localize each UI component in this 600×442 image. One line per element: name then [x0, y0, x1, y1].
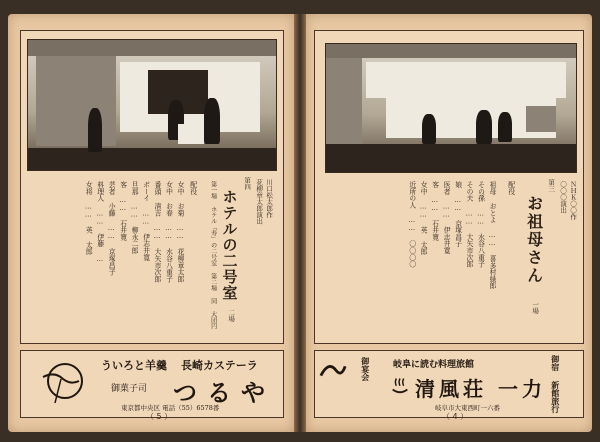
cast-entry: 女中 お春 …… 水谷八重子: [164, 181, 173, 283]
cast-entry: 料理人 …… 伊藤 …: [95, 181, 104, 263]
cast-entry: 女中 お菊 …… 花柳章太郎: [176, 181, 184, 283]
ad-address: 東京都中央区 電話（55）6578番: [121, 404, 220, 412]
author-line-1: 川口松太郎作: [265, 179, 274, 218]
cast-entry: 祖母 おとよ …… 喜多村緑郎: [488, 181, 496, 289]
cast-entry: その夫 …… 大矢市次郎: [465, 181, 474, 268]
cast-list: [81, 181, 183, 282]
author-line-2: 〇〇〇演出: [559, 181, 568, 214]
ad-shop-name: つるや: [173, 378, 275, 407]
ad-side-right: 御宿 新館旅行: [550, 355, 561, 413]
page-number: （ 4 ）: [442, 412, 469, 421]
cast-entry: ボーイ …… 伊志井寛: [141, 181, 150, 261]
cast-entry: 芸者 小藤 …… 京塚昌子: [107, 181, 116, 276]
crane-icon: [41, 359, 83, 407]
cast-heading: 配役: [189, 181, 198, 195]
page-number: （ 5 ）: [146, 412, 173, 421]
author-line-1: ＮＨＫ〇〇作: [569, 181, 578, 220]
stage-photo-hotel-room: [27, 39, 277, 171]
scene-description: 第一場 ホテル「寿」の二号室 第二場 同 大団円: [209, 181, 217, 329]
ad-product: 長崎カステーラ: [181, 359, 258, 372]
cast-entry: 女中 …… 英 太郎: [419, 181, 428, 255]
ad-top-line: ういろと羊羹: [101, 359, 167, 372]
cast-entry: 番頭 清吉 …… 大矢市次郎: [153, 181, 162, 283]
ad-shop-name: 清風荘 一力: [415, 377, 546, 401]
hot-spring-icon: [389, 373, 411, 395]
cast-entry: 旦那 …… 柳永二郎: [130, 181, 139, 254]
ad-top-line: 岐阜に読む料理旅館: [393, 360, 475, 370]
cast-entry: 客 …… 石井寛: [118, 181, 127, 241]
cast-entry: 近所の人 …… 〇〇〇〇: [407, 181, 416, 268]
left-program-box: [20, 30, 284, 344]
cast-entry: 客 …… 石井寛: [430, 181, 439, 241]
play-title: お祖母さん: [524, 195, 544, 285]
play-title: ホテルの二号室: [220, 189, 239, 301]
stage-photo-grandmother: [325, 43, 577, 173]
cast-entry: 娘 …… 京塚昌子: [453, 181, 462, 247]
cast-entry: その孫 …… 水谷八重子: [476, 181, 485, 268]
ad-ichiriki: [314, 350, 584, 418]
ad-address: 岐阜市大東西町一六番: [435, 404, 500, 412]
book-gutter: [294, 14, 306, 432]
cast-list: [404, 181, 495, 289]
ad-tsuruya: [20, 350, 284, 418]
cast-entry: 女将 …… 英 太郎: [84, 181, 93, 255]
play-title-suffix: 一場: [531, 301, 540, 314]
scene-label: 第三: [547, 179, 556, 192]
right-page: [306, 14, 592, 432]
ad-label: 御菓子司: [111, 384, 148, 394]
play-title-suffix: 二場: [227, 309, 236, 322]
author-line-2: 花柳章太郎演出: [255, 179, 264, 225]
right-program-box: [314, 30, 584, 344]
scene-label: 第四: [243, 177, 252, 190]
left-page: [8, 14, 294, 432]
wave-crest-icon: [319, 357, 347, 385]
ad-side-left: 御宴会: [360, 357, 371, 381]
cast-heading: 配役: [507, 181, 516, 195]
cast-entry: 医者 …… 伊志井寛: [442, 181, 451, 254]
